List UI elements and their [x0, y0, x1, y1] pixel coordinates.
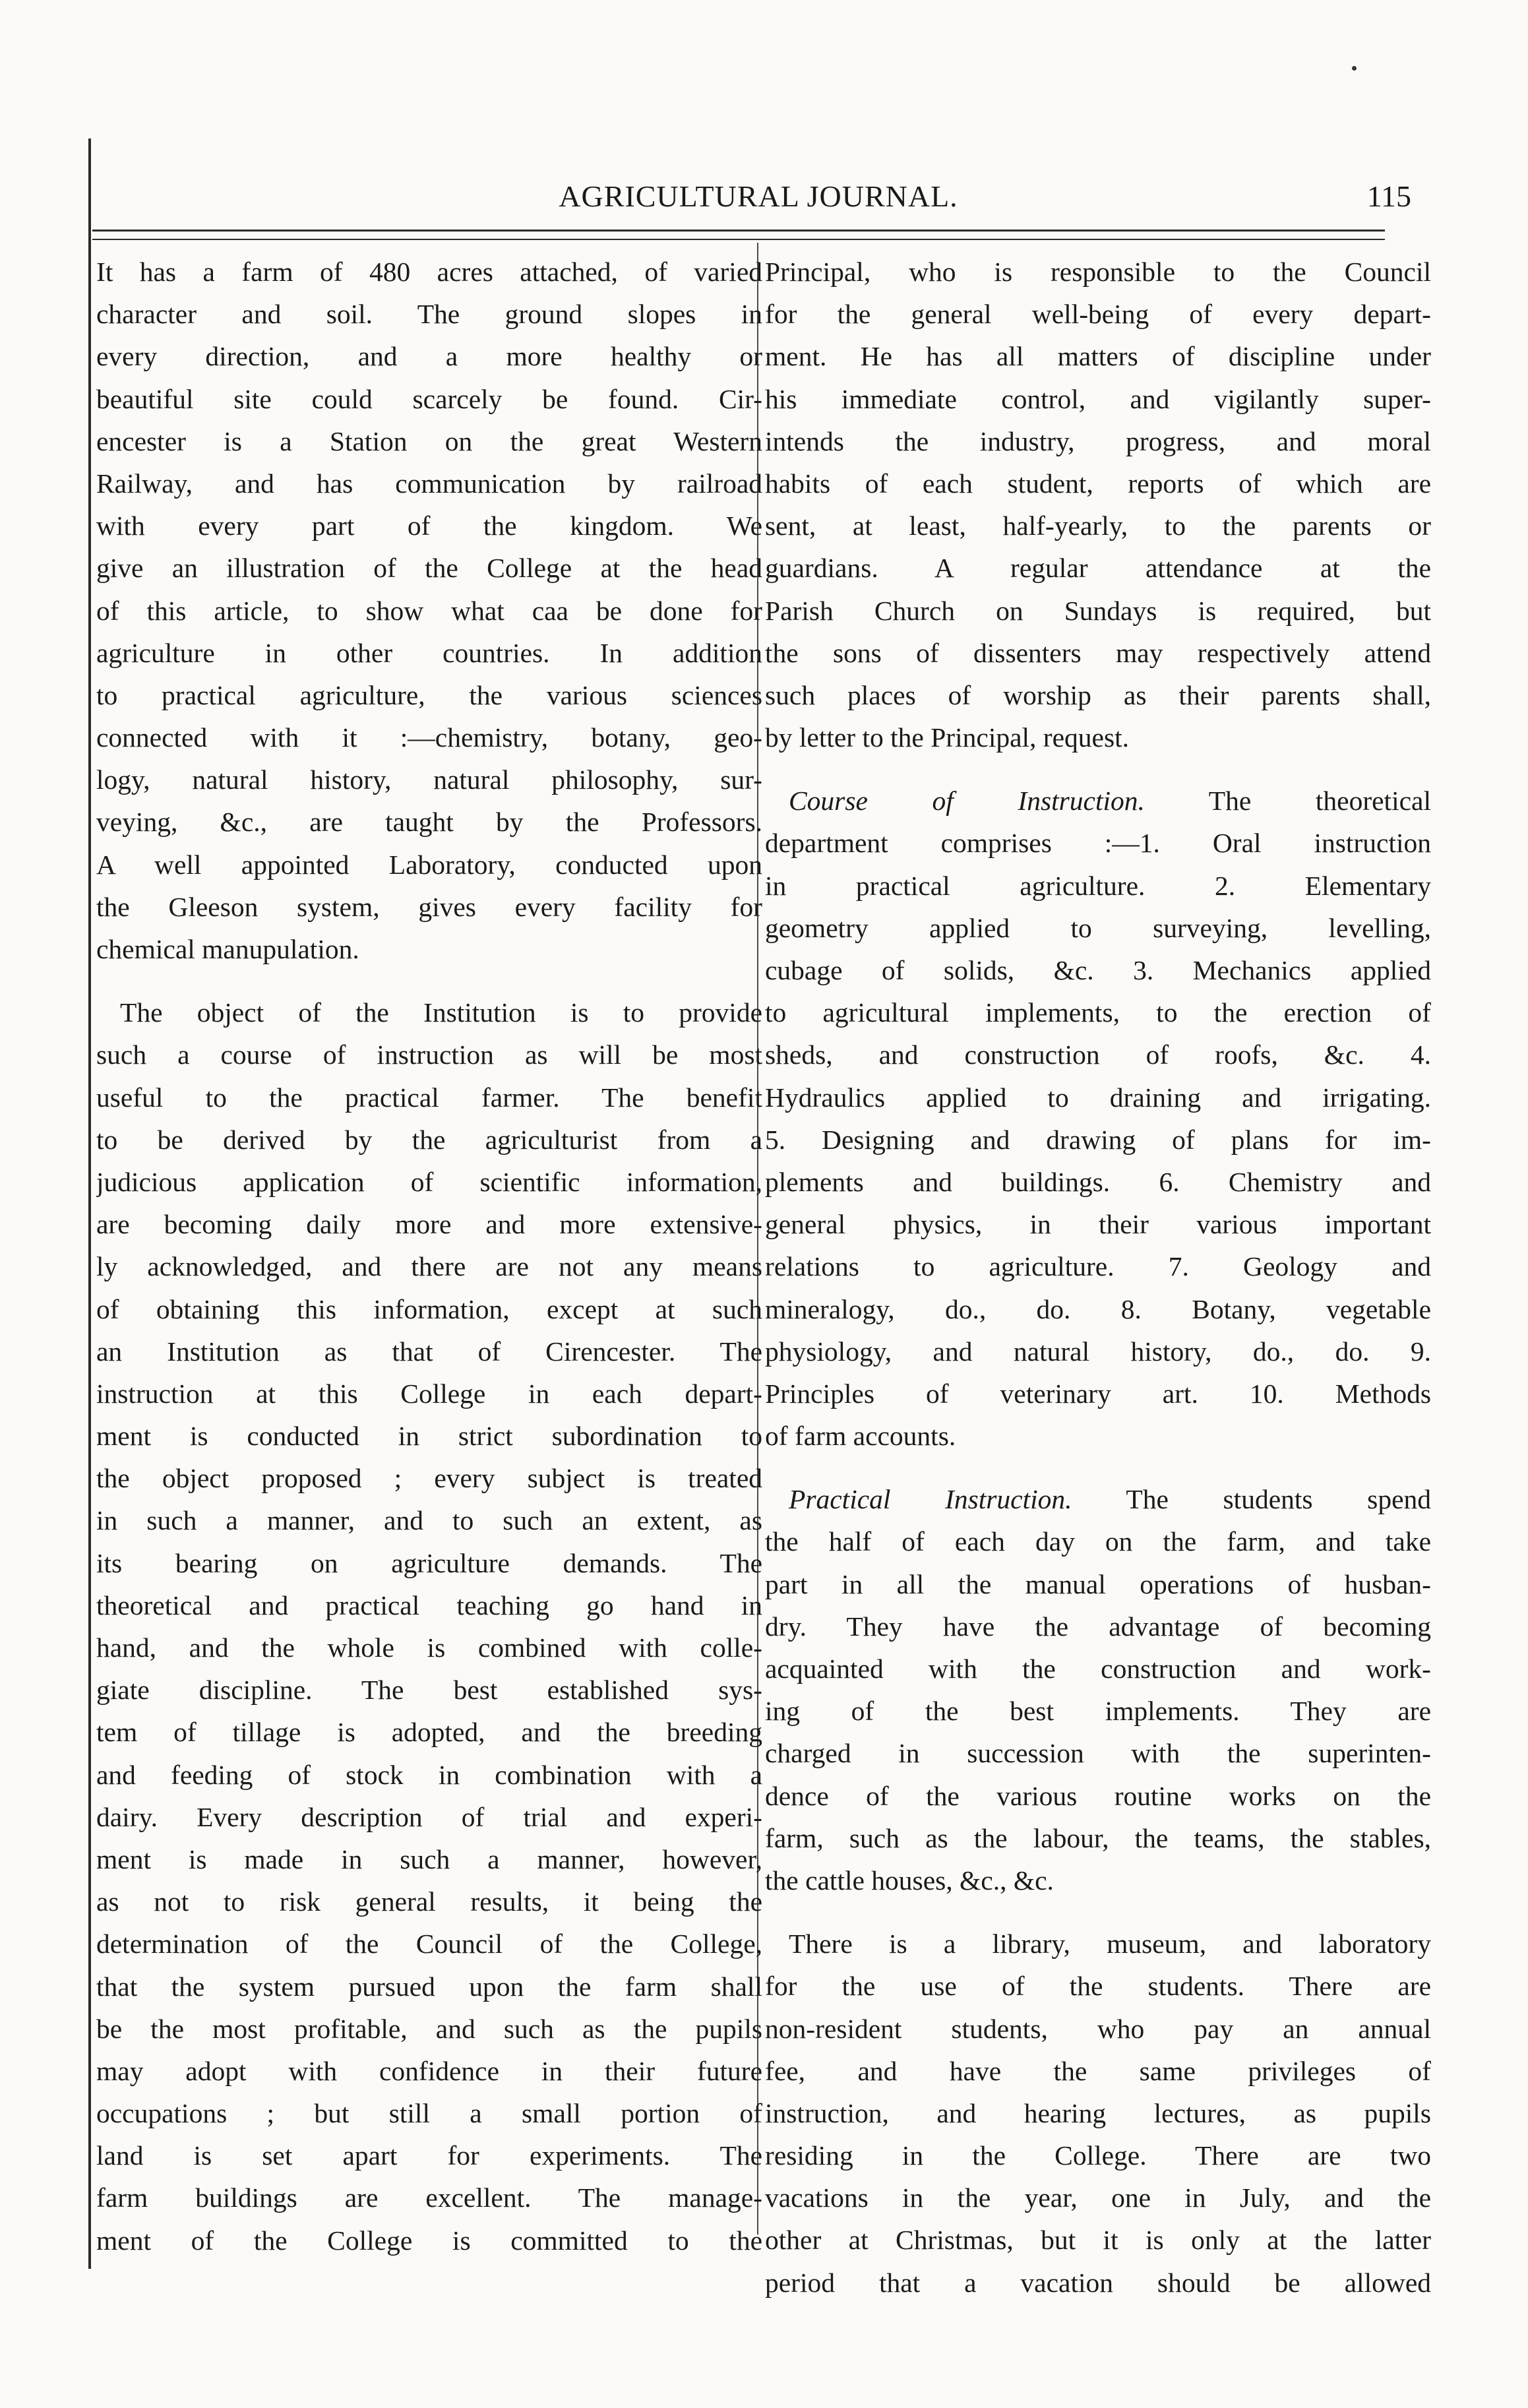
left-column: [96, 251, 762, 2262]
text-line: other at Christmas, but it is only at the latter: [765, 2225, 1431, 2256]
text-line: A well appointed Laboratory, conducted upon: [96, 849, 762, 880]
text-line: judicious application of scientific information,: [96, 1166, 762, 1197]
text-line: by letter to the Principal, request.: [765, 722, 1130, 753]
text-line: an Institution as that of Cirencester. The: [96, 1336, 762, 1367]
text-line: dry. They have the advantage of becoming: [765, 1611, 1431, 1642]
text-line: The object of the Institution is to provide: [120, 997, 762, 1028]
text-line: be the most profitable, and such as the pupils: [96, 2013, 762, 2044]
text-line: instruction at this College in each depart-: [96, 1378, 762, 1409]
left-paragraph-1: [96, 251, 762, 970]
text-line: give an illustration of the College at the head: [96, 553, 762, 584]
text-line: relations to agriculture. 7. Geology and: [765, 1251, 1431, 1282]
text-line: theoretical and practical teaching go hand in: [96, 1590, 762, 1621]
text-line: his immediate control, and vigilantly super-: [765, 383, 1431, 414]
text-line: encester is a Station on the great Western: [96, 425, 762, 456]
text-line: connected with it :—chemistry, botany, geo-: [96, 722, 762, 753]
text-line: the Gleeson system, gives every facility for: [96, 891, 762, 922]
text-line: sheds, and construction of roofs, &c. 4.: [765, 1039, 1431, 1070]
text-line: farm buildings are excellent. The manage-: [96, 2182, 762, 2213]
page-number: 115: [1366, 179, 1411, 213]
text-line: non-resident students, who pay an annual: [765, 2013, 1431, 2044]
text-line: mineralogy, do., do. 8. Botany, vegetable: [765, 1293, 1431, 1324]
right-column: [765, 251, 1431, 2304]
text-line: geometry applied to surveying, levelling,: [765, 912, 1431, 943]
binding-edge: [88, 139, 91, 2269]
text-line: determination of the Council of the College,: [96, 1929, 762, 1960]
text-line: beautiful site could scarcely be found. Cir-: [96, 383, 762, 414]
right-paragraph-2: [765, 780, 1431, 1457]
text-line: intends the industry, progress, and moral: [765, 425, 1431, 456]
text-line: veying, &c., are taught by the Professors.: [96, 807, 762, 838]
text-line: land is set apart for experiments. The: [96, 2140, 762, 2171]
heading-line-rest: The theoretical: [1208, 786, 1431, 817]
text-line: ment is conducted in strict subordination to: [96, 1421, 762, 1452]
text-line: the cattle houses, &c., &c.: [765, 1865, 1054, 1896]
text-line: Parish Church on Sundays is required, but: [765, 595, 1431, 626]
text-line: tem of tillage is adopted, and the breeding: [96, 1717, 762, 1748]
right-paragraph-1: [765, 251, 1431, 758]
text-line: its bearing on agriculture demands. The: [96, 1547, 762, 1578]
text-line: ing of the best implements. They are: [765, 1696, 1431, 1727]
text-line: agriculture in other countries. In addition: [96, 637, 762, 668]
text-line: in such a manner, and to such an extent, as: [96, 1505, 762, 1536]
text-line: ly acknowledged, and there are not any means: [96, 1251, 762, 1282]
text-line: as not to risk general results, it being the: [96, 1886, 762, 1917]
text-line: such a course of instruction as will be most: [96, 1039, 762, 1070]
text-line: of this article, to show what caa be done for: [96, 595, 762, 626]
header-rule-double: [92, 239, 1385, 240]
heading-line-rest: The students spend: [1126, 1484, 1431, 1515]
text-line: instruction, and hearing lectures, as pupils: [765, 2097, 1431, 2128]
text-line: period that a vacation should be allowed: [765, 2267, 1431, 2298]
right-paragraph-4: [765, 1923, 1431, 2304]
text-line: character and soil. The ground slopes in: [96, 299, 762, 330]
text-line: that the system pursued upon the farm shall: [96, 1971, 762, 2002]
text-line: the half of each day on the farm, and take: [765, 1526, 1431, 1557]
text-line: Principles of veterinary art. 10. Methods: [765, 1378, 1431, 1409]
text-line: cubage of solids, &c. 3. Mechanics applied: [765, 955, 1431, 985]
text-line: sent, at least, half-yearly, to the parents or: [765, 510, 1431, 541]
text-line: guardians. A regular attendance at the: [765, 553, 1431, 584]
text-line: with every part of the kingdom. We: [96, 510, 762, 541]
text-line: vacations in the year, one in July, and the: [765, 2182, 1431, 2213]
text-line: ment. He has all matters of discipline under: [765, 341, 1431, 372]
text-line: are becoming daily more and more extensive-: [96, 1209, 762, 1240]
ink-speck: [1352, 66, 1357, 71]
text-line: of obtaining this information, except at such: [96, 1293, 762, 1324]
text-line: useful to the practical farmer. The benefit: [96, 1082, 762, 1113]
text-line: the sons of dissenters may respectively attend: [765, 637, 1431, 668]
text-line: part in all the manual operations of husban-: [765, 1568, 1431, 1599]
text-line: Hydraulics applied to draining and irrigating.: [765, 1082, 1431, 1113]
text-line: ment of the College is committed to the: [96, 2225, 762, 2256]
running-title: AGRICULTURAL JOURNAL.: [559, 179, 958, 213]
text-line: general physics, in their various important: [765, 1209, 1431, 1240]
text-line: [765, 780, 1431, 822]
text-line: department comprises :—1. Oral instruction: [765, 828, 1431, 859]
right-paragraph-3: [765, 1478, 1431, 1901]
text-line: chemical manupulation.: [96, 934, 359, 964]
section-heading-practical: Practical Instruction.: [789, 1484, 1072, 1515]
text-line: to agricultural implements, to the erection of: [765, 997, 1431, 1028]
text-line: for the use of the students. There are: [765, 1971, 1431, 2002]
page-header: [92, 170, 1424, 223]
header-rule: [92, 230, 1385, 232]
text-line: dairy. Every description of trial and experi-: [96, 1801, 762, 1832]
text-line: charged in succession with the superinten-: [765, 1738, 1431, 1769]
text-line: dence of the various routine works on the: [765, 1780, 1431, 1811]
section-heading-course: Course of Instruction.: [789, 786, 1145, 817]
text-line: 5. Designing and drawing of plans for im-: [765, 1124, 1431, 1155]
text-line: ment is made in such a manner, however,: [96, 1843, 762, 1874]
text-line: the object proposed ; every subject is treated: [96, 1463, 762, 1494]
text-line: to practical agriculture, the various sciences: [96, 679, 762, 710]
text-line: residing in the College. There are two: [765, 2140, 1431, 2171]
text-line: acquainted with the construction and work-: [765, 1653, 1431, 1684]
text-line: physiology, and natural history, do., do. 9.: [765, 1336, 1431, 1367]
text-line: in practical agriculture. 2. Elementary: [765, 870, 1431, 901]
text-line: occupations ; but still a small portion of: [96, 2098, 762, 2129]
text-line: farm, such as the labour, the teams, the stables,: [765, 1822, 1431, 1853]
left-paragraph-2: [96, 991, 762, 2262]
text-line: every direction, and a more healthy or: [96, 341, 762, 372]
text-line: may adopt with confidence in their future: [96, 2055, 762, 2086]
text-line: habits of each student, reports of which are: [765, 468, 1431, 499]
text-line: plements and buildings. 6. Chemistry and: [765, 1166, 1431, 1197]
text-line: logy, natural history, natural philosophy, sur-: [96, 764, 762, 795]
text-line: to be derived by the agriculturist from a: [96, 1124, 762, 1155]
text-line: hand, and the whole is combined with colle-: [96, 1632, 762, 1663]
text-line: for the general well-being of every depart-: [765, 299, 1431, 330]
text-line: It has a farm of 480 acres attached, of varied: [96, 257, 762, 287]
text-line: and feeding of stock in combination with a: [96, 1759, 762, 1790]
text-line: There is a library, museum, and laboratory: [789, 1929, 1431, 1960]
text-line: Railway, and has communication by railroad: [96, 468, 762, 499]
text-line: such places of worship as their parents shall,: [765, 679, 1431, 710]
text-line: [765, 1478, 1431, 1520]
text-line: giate discipline. The best established sys-: [96, 1675, 762, 1706]
text-line: fee, and have the same privileges of: [765, 2055, 1431, 2086]
text-line: Principal, who is responsible to the Council: [765, 257, 1431, 287]
text-line: of farm accounts.: [765, 1421, 956, 1452]
